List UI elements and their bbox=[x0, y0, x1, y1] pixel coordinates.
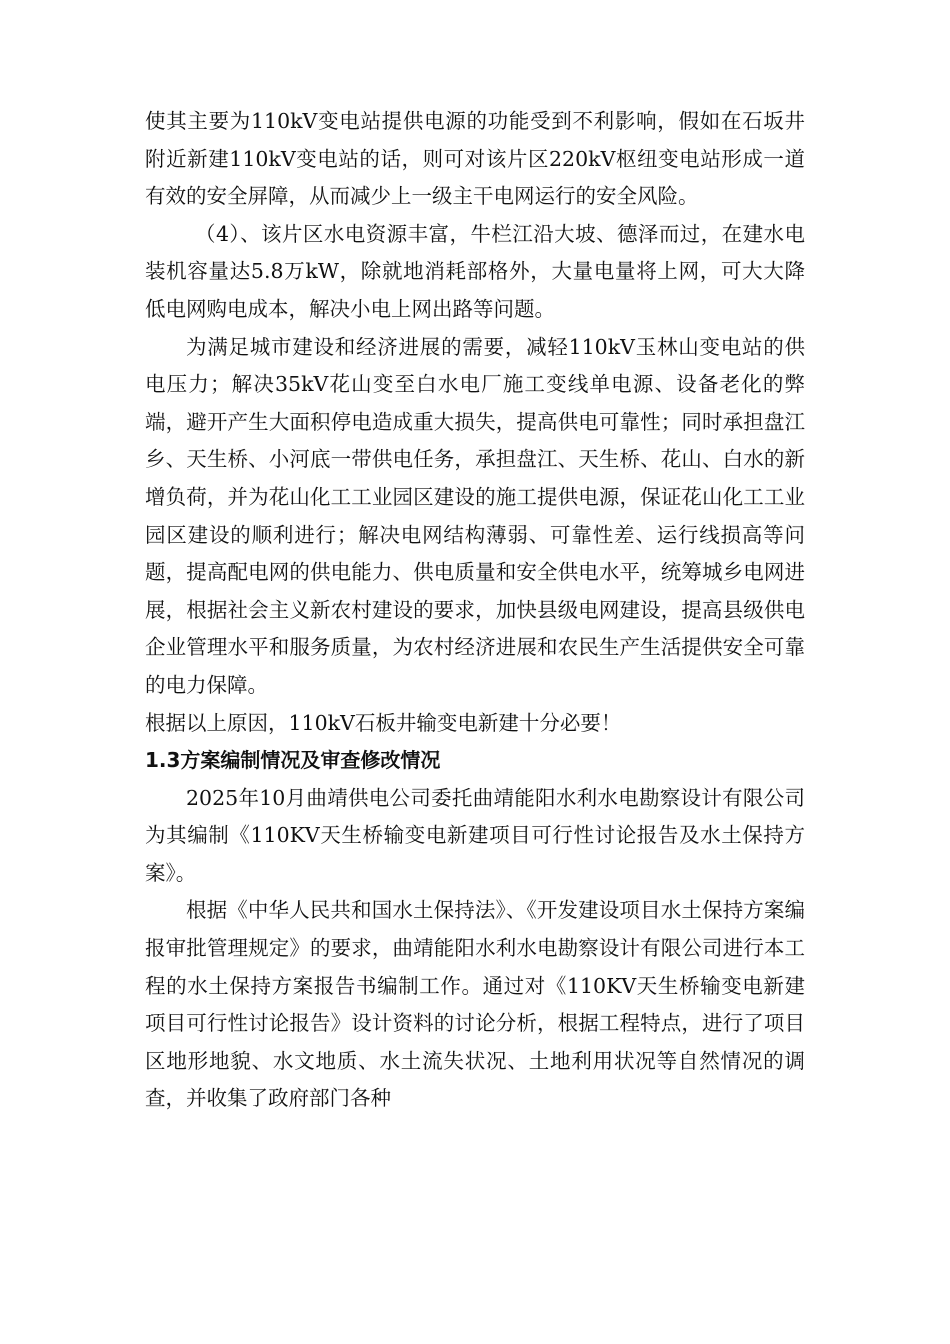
document-page bbox=[145, 103, 805, 1118]
section-heading: 1.3方案编制情况及审查修改情况 bbox=[145, 748, 441, 773]
body-paragraph-continuation: 使其主要为110kV变电站提供电源的功能受到不利影响，假如在石坂井附近新建110kV变电站的话，则可对该片区220kV枢纽变电站形成一道有效的安全屏障，从而减少上一级主干电网运行的安全风险。 bbox=[145, 109, 805, 209]
body-paragraph-purpose: 为满足城市建设和经济进展的需要，减轻110kV玉林山变电站的供电压力；解决35kV花山变至白水电厂施工变线单电源、设备老化的弊端，避开产生大面积停电造成重大损失，提高供电可靠性；同时承担盘江乡、天生桥、小河底一带供电任务，承担盘江、天生桥、花山、白水的新增负荷，并为花山化工工业园区建设的施工提供电源，保证花山化工工业园区建设的顺利进行；解决电网结构薄弱、可靠性差、运行线损高等问题，提高配电网的供电能力、供电质量和安全供电水平，统筹城乡电网进展，根据社会主义新农村建设的要求，加快县级电网建设，提高县级供电企业管理水平和服务质量，为农村经济进展和农民生产生活提供安全可靠的电力保障。 bbox=[145, 334, 805, 697]
body-paragraph-commission: 2025年10月曲靖供电公司委托曲靖能阳水利水电勘察设计有限公司为其编制《110KV天生桥输变电新建项目可行性讨论报告及水土保持方案》。 bbox=[145, 785, 805, 885]
body-paragraph-conclusion: 根据以上原因，110kV石板井输变电新建十分必要！ bbox=[145, 710, 622, 735]
body-paragraph-basis: 根据《中华人民共和国水土保持法》、《开发建设项目水土保持方案编报审批管理规定》的要求，曲靖能阳水利水电勘察设计有限公司进行本工程的水土保持方案报告书编制工作。通过对《110KV天生桥输变电新建项目可行性讨论报告》设计资料的讨论分析，根据工程特点，进行了项目区地形地貌、水文地质、水土流失状况、土地利用状况等自然情况的调查，并收集了政府部门各种 bbox=[145, 898, 805, 1111]
body-paragraph-hydropower: （4）、该片区水电资源丰富，牛栏江沿大坡、德泽而过，在建水电装机容量达5.8万kW，除就地消耗部格外，大量电量将上网，可大大降低电网购电成本，解决小电上网出路等问题。 bbox=[145, 221, 805, 321]
